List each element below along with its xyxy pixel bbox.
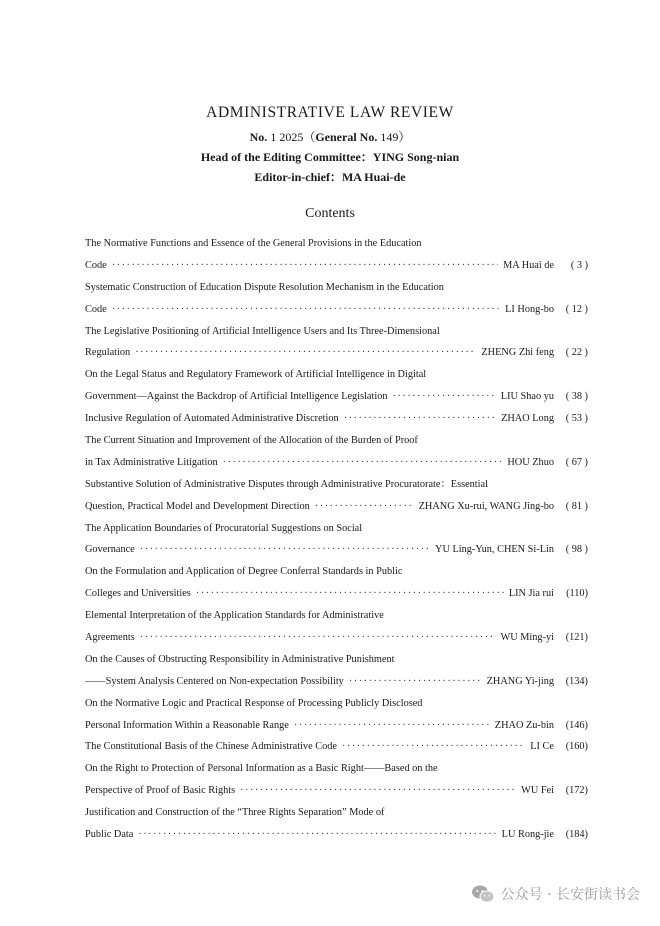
entry-title-tail: Government—Against the Backdrop of Artificial Intelligence Legislation [85,391,388,403]
dot-leader [138,824,496,846]
wechat-icon [471,884,495,904]
entry-title-line: The Normative Functions and Essence of the General Provisions in the Education [85,238,422,249]
dot-leader [135,342,476,364]
entry-author: LIU Shao yu [500,391,554,403]
entry-title-final-line [85,583,588,605]
entry-page-number: (172) [565,785,588,797]
toc-entry [85,693,588,737]
head-label: Head of the Editing Committee： [200,150,373,164]
entry-title-tail: Perspective of Proof of Basic Rights [85,785,236,797]
entry-title-tail: Personal Information Within a Reasonable Range [85,719,289,731]
entry-title-tail: Code [85,303,107,315]
entry-title-tail: Code [85,259,107,271]
entry-page-number: ( 3 ) [570,259,588,271]
entry-title-line: On the Causes of Obstructing Responsibility in Administrative Punishment [85,653,395,665]
entry-title-final-line [85,299,588,321]
head-of-committee-line [0,148,660,165]
entry-title-line: On the Formulation and Application of Degree Conferral Standards in Public [85,566,403,578]
dot-leader [315,496,414,518]
entry-title-final-line [85,715,588,737]
issue-number: 1 2025（ [270,130,316,144]
entry-title-line: On the Legal Status and Regulatory Framework of Artificial Intelligence in Digital [85,369,427,381]
dot-leader [196,583,504,605]
entry-title-line: On the Right to Protection of Personal Information as a Basic Right——Based on the [85,763,438,775]
dot-leader [240,780,516,802]
entry-title-tail: Regulation [85,347,131,359]
toc-entry [85,802,588,846]
entry-title-tail: Colleges and Universities [85,588,191,600]
entry-page-number: (121) [565,632,588,644]
entry-title-final-line [85,342,588,364]
entry-title-tail: Governance [85,544,135,556]
dot-leader [393,386,496,408]
entry-title-line: Systematic Construction of Education Dispute Resolution Mechanism in the Education [85,281,444,293]
entry-title-tail: in Tax Administrative Litigation [85,456,218,468]
entry-page-number: ( 98 ) [565,544,588,556]
dot-leader [112,255,498,277]
toc-entry [85,233,588,277]
dot-leader [140,539,430,561]
entry-title-line: The Application Boundaries of Procuratorial Suggestions on Social [85,522,363,534]
entry-author: MA Huai de [503,259,554,271]
editor-name: MA Huai-de [341,170,406,184]
toc-entry [85,758,588,802]
journal-title: ADMINISTRATIVE LAW REVIEW [206,104,454,121]
entry-author: ZHANG Yi-jing [486,675,554,687]
dot-leader [223,452,503,474]
toc-entry [85,605,588,649]
entry-author: LI Hong-bo [505,303,554,315]
entry-title-tail: Agreements [85,632,135,644]
general-label: General No. [315,130,378,144]
entry-title-tail: Inclusive Regulation of Automated Administrative Discretion [85,413,339,425]
entry-author: HOU Zhuo [507,456,554,468]
entry-author: ZHAO Long [501,413,554,425]
entry-title-tail: The Constitutional Basis of the Chinese Administrative Code [85,741,337,753]
entry-author: ZHENG Zhi feng [481,347,554,359]
toc-entry [85,474,588,518]
entry-title-final-line [85,496,588,518]
dot-leader [112,299,500,321]
dot-leader [294,715,490,737]
entry-author: LU Rong-jie [501,829,554,841]
entry-page-number: ( 53 ) [565,413,588,425]
toc-entry [85,364,588,408]
entry-title-final-line [85,386,588,408]
entry-page-number: ( 12 ) [565,303,588,315]
entry-title-final-line [85,452,588,474]
entry-title-line: On the Normative Logic and Practical Response of Processing Publicly Disclosed [85,697,423,709]
entry-title-final-line [85,824,588,846]
entry-page-number: (184) [565,829,588,841]
table-of-contents [85,233,588,846]
toc-entry [85,736,588,758]
dot-leader [342,736,525,758]
entry-author: ZHAO Zu-bin [494,719,554,731]
entry-title-final-line [85,255,588,277]
entry-author: WU Ming-yi [500,632,554,644]
entry-title-tail: Public Data [85,829,134,841]
contents-heading: Contents [305,206,355,221]
entry-author: YU Ling-Yun, CHEN Si-Lin [435,544,554,556]
entry-title-final-line [85,736,588,758]
toc-entry [85,561,588,605]
toc-entry [85,277,588,321]
watermark [471,884,640,904]
entry-title-final-line [85,408,588,430]
entry-title-tail: ——System Analysis Centered on Non-expectation Possibility [85,675,344,687]
entry-title-tail: Question, Practical Model and Development Direction [85,500,310,512]
entry-page-number: ( 22 ) [565,347,588,359]
editor-label: Editor-in-chief： [254,170,342,184]
entry-page-number: (134) [565,675,588,687]
toc-entry [85,518,588,562]
toc-entry [85,430,588,474]
entry-title-line: Justification and Construction of the “Three Rights Separation” Mode of [85,807,385,819]
entry-page-number: ( 38 ) [565,391,588,403]
entry-title-line: Elemental Interpretation of the Application Standards for Administrative [85,610,384,622]
editor-in-chief-line [0,168,660,185]
dot-leader [140,627,496,649]
entry-page-number: ( 81 ) [565,500,588,512]
toc-entry [85,408,588,430]
entry-title-final-line [85,780,588,802]
issue-line [0,128,660,145]
watermark-text: 公众号 · 长安街读书会 [500,887,640,903]
toc-entry [85,321,588,365]
entry-title-final-line [85,671,588,693]
entry-title-line: Substantive Solution of Administrative Disputes through Administrative Procuratorate：Essential [85,478,488,490]
entry-title-line: The Legislative Positioning of Artificial Intelligence Users and Its Three-Dimensional [85,325,440,337]
dot-leader [349,671,482,693]
entry-author: ZHANG Xu-rui, WANG Jing-bo [418,500,554,512]
issue-prefix: No. [249,130,268,144]
entry-author: LIN Jia rui [508,588,554,600]
entry-page-number: (146) [565,719,588,731]
dot-leader [344,408,496,430]
head-name: YING Song-nian [372,150,460,164]
entry-author: LI Ce [530,741,554,753]
entry-author: WU Fei [521,785,554,797]
entry-title-line: The Current Situation and Improvement of the Allocation of the Burden of Proof [85,435,418,447]
entry-page-number: (160) [565,741,588,753]
entry-page-number: ( 67 ) [565,456,588,468]
entry-page-number: (110) [566,588,588,600]
general-number: 149） [380,130,411,144]
entry-title-final-line [85,627,588,649]
toc-entry [85,649,588,693]
entry-title-final-line [85,539,588,561]
